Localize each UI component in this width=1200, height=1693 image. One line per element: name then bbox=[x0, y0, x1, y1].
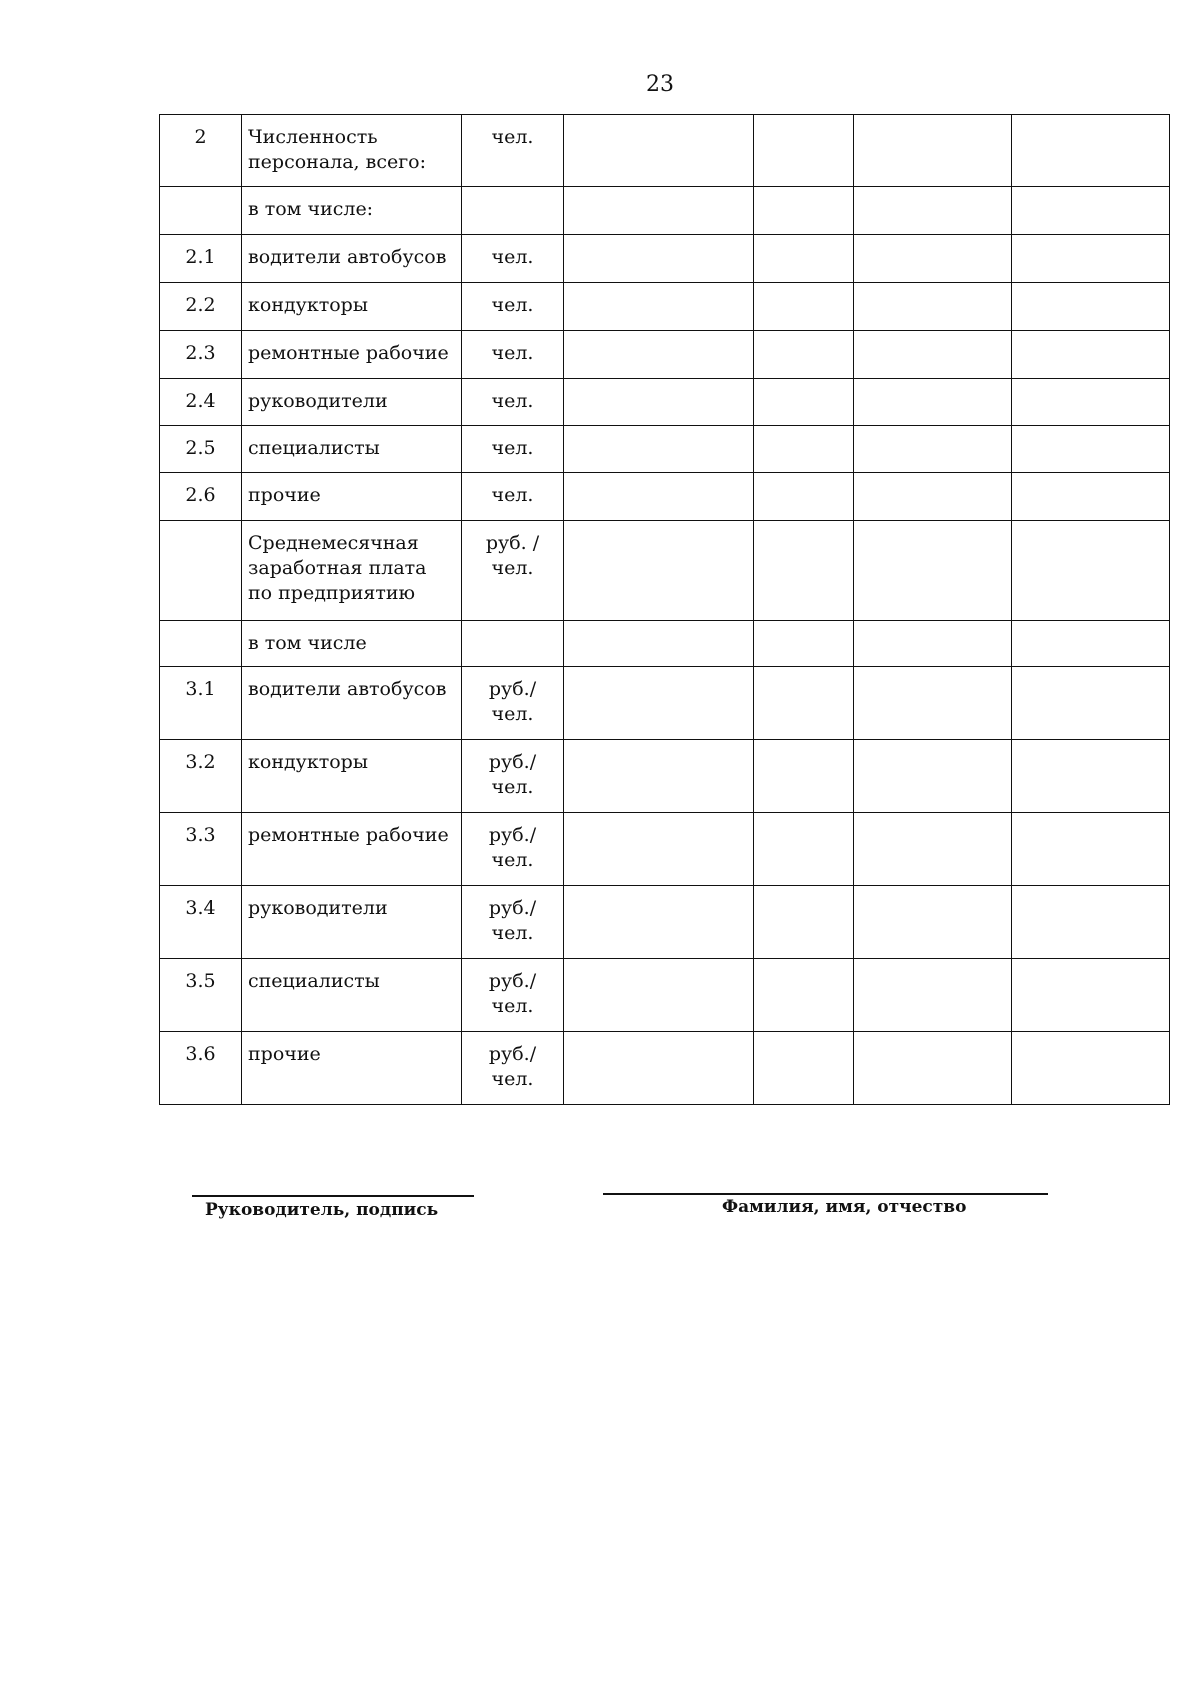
value-cell[interactable] bbox=[564, 473, 754, 521]
value-cell[interactable] bbox=[564, 426, 754, 473]
value-cell[interactable] bbox=[754, 331, 854, 379]
table-row bbox=[160, 1032, 1170, 1105]
row-unit: руб./ чел. bbox=[462, 813, 564, 886]
value-cell[interactable] bbox=[754, 886, 854, 959]
table-row bbox=[160, 379, 1170, 426]
row-unit: руб. /чел. bbox=[462, 521, 564, 621]
row-unit: чел. bbox=[462, 473, 564, 521]
row-name: кондукторы bbox=[242, 283, 462, 331]
row-name: специалисты bbox=[242, 959, 462, 1032]
row-number bbox=[160, 621, 242, 667]
row-name: прочие bbox=[242, 473, 462, 521]
value-cell[interactable] bbox=[854, 813, 1012, 886]
table-row bbox=[160, 521, 1170, 621]
row-unit: руб./ чел. bbox=[462, 1032, 564, 1105]
row-name: кондукторы bbox=[242, 740, 462, 813]
value-cell[interactable] bbox=[854, 283, 1012, 331]
row-unit: чел. bbox=[462, 283, 564, 331]
value-cell[interactable] bbox=[1012, 115, 1170, 187]
value-cell[interactable] bbox=[754, 187, 854, 235]
value-cell[interactable] bbox=[564, 331, 754, 379]
value-cell[interactable] bbox=[754, 1032, 854, 1105]
row-unit: руб./ чел. bbox=[462, 667, 564, 740]
row-name: ремонтные рабочие bbox=[242, 331, 462, 379]
table-row bbox=[160, 331, 1170, 379]
row-unit bbox=[462, 621, 564, 667]
value-cell[interactable] bbox=[754, 283, 854, 331]
value-cell[interactable] bbox=[564, 521, 754, 621]
value-cell[interactable] bbox=[754, 621, 854, 667]
signature-line-left bbox=[192, 1195, 474, 1197]
value-cell[interactable] bbox=[854, 379, 1012, 426]
value-cell[interactable] bbox=[854, 235, 1012, 283]
value-cell[interactable] bbox=[754, 426, 854, 473]
row-unit: чел. bbox=[462, 235, 564, 283]
value-cell[interactable] bbox=[854, 115, 1012, 187]
value-cell[interactable] bbox=[564, 1032, 754, 1105]
row-number: 3.1 bbox=[160, 667, 242, 740]
value-cell[interactable] bbox=[754, 667, 854, 740]
value-cell[interactable] bbox=[754, 379, 854, 426]
value-cell[interactable] bbox=[754, 813, 854, 886]
value-cell[interactable] bbox=[854, 473, 1012, 521]
value-cell[interactable] bbox=[1012, 740, 1170, 813]
row-unit: руб./ чел. bbox=[462, 959, 564, 1032]
value-cell[interactable] bbox=[754, 740, 854, 813]
table-row bbox=[160, 283, 1170, 331]
row-number: 2.6 bbox=[160, 473, 242, 521]
value-cell[interactable] bbox=[564, 959, 754, 1032]
value-cell[interactable] bbox=[1012, 886, 1170, 959]
row-number: 2.5 bbox=[160, 426, 242, 473]
value-cell[interactable] bbox=[564, 667, 754, 740]
row-name: водители автобусов bbox=[242, 667, 462, 740]
value-cell[interactable] bbox=[854, 621, 1012, 667]
page-number: 23 bbox=[646, 72, 674, 97]
table-row bbox=[160, 426, 1170, 473]
value-cell[interactable] bbox=[1012, 1032, 1170, 1105]
value-cell[interactable] bbox=[564, 813, 754, 886]
value-cell[interactable] bbox=[854, 886, 1012, 959]
value-cell[interactable] bbox=[854, 521, 1012, 621]
table-row bbox=[160, 886, 1170, 959]
row-number: 3.4 bbox=[160, 886, 242, 959]
row-name: Численность персонала, всего: bbox=[242, 115, 462, 187]
row-unit: чел. bbox=[462, 331, 564, 379]
value-cell[interactable] bbox=[854, 740, 1012, 813]
value-cell[interactable] bbox=[564, 115, 754, 187]
value-cell[interactable] bbox=[854, 959, 1012, 1032]
row-name: в том числе: bbox=[242, 187, 462, 235]
row-name: специалисты bbox=[242, 426, 462, 473]
value-cell[interactable] bbox=[1012, 521, 1170, 621]
row-unit: руб./ чел. bbox=[462, 886, 564, 959]
row-number: 3.2 bbox=[160, 740, 242, 813]
value-cell[interactable] bbox=[564, 740, 754, 813]
row-number: 2.3 bbox=[160, 331, 242, 379]
value-cell[interactable] bbox=[854, 667, 1012, 740]
row-name: в том числе bbox=[242, 621, 462, 667]
table-row bbox=[160, 621, 1170, 667]
value-cell[interactable] bbox=[564, 283, 754, 331]
row-name: руководители bbox=[242, 886, 462, 959]
value-cell[interactable] bbox=[854, 187, 1012, 235]
value-cell[interactable] bbox=[1012, 959, 1170, 1032]
value-cell[interactable] bbox=[754, 521, 854, 621]
value-cell[interactable] bbox=[854, 426, 1012, 473]
row-number bbox=[160, 521, 242, 621]
signature-label-left: Руководитель, подпись bbox=[205, 1200, 439, 1220]
table-row bbox=[160, 187, 1170, 235]
value-cell[interactable] bbox=[754, 115, 854, 187]
value-cell[interactable] bbox=[1012, 813, 1170, 886]
value-cell[interactable] bbox=[1012, 283, 1170, 331]
value-cell[interactable] bbox=[1012, 331, 1170, 379]
value-cell[interactable] bbox=[754, 959, 854, 1032]
row-name: Среднемесячная заработная плата по предприятию bbox=[242, 521, 462, 621]
value-cell[interactable] bbox=[564, 621, 754, 667]
value-cell[interactable] bbox=[1012, 667, 1170, 740]
value-cell[interactable] bbox=[1012, 621, 1170, 667]
value-cell[interactable] bbox=[1012, 379, 1170, 426]
table-row bbox=[160, 473, 1170, 521]
row-unit: чел. bbox=[462, 426, 564, 473]
row-number: 2.4 bbox=[160, 379, 242, 426]
row-unit: чел. bbox=[462, 115, 564, 187]
row-number: 3.3 bbox=[160, 813, 242, 886]
row-name: ремонтные рабочие bbox=[242, 813, 462, 886]
table-row bbox=[160, 813, 1170, 886]
row-unit: чел. bbox=[462, 379, 564, 426]
row-number: 2 bbox=[160, 115, 242, 187]
table-row bbox=[160, 740, 1170, 813]
value-cell[interactable] bbox=[854, 1032, 1012, 1105]
row-number: 2.2 bbox=[160, 283, 242, 331]
value-cell[interactable] bbox=[564, 886, 754, 959]
value-cell[interactable] bbox=[754, 235, 854, 283]
value-cell[interactable] bbox=[564, 187, 754, 235]
value-cell[interactable] bbox=[754, 473, 854, 521]
value-cell[interactable] bbox=[564, 379, 754, 426]
signature-label-right: Фамилия, имя, отчество bbox=[722, 1197, 967, 1217]
row-number bbox=[160, 187, 242, 235]
row-name: руководители bbox=[242, 379, 462, 426]
table-row bbox=[160, 235, 1170, 283]
table-row bbox=[160, 667, 1170, 740]
row-number: 3.6 bbox=[160, 1032, 242, 1105]
value-cell[interactable] bbox=[1012, 235, 1170, 283]
signature-line-right bbox=[603, 1193, 1048, 1195]
table-row bbox=[160, 115, 1170, 187]
value-cell[interactable] bbox=[854, 331, 1012, 379]
table-row bbox=[160, 959, 1170, 1032]
value-cell[interactable] bbox=[1012, 473, 1170, 521]
row-unit: руб./ чел. bbox=[462, 740, 564, 813]
row-name: водители автобусов bbox=[242, 235, 462, 283]
row-number: 2.1 bbox=[160, 235, 242, 283]
value-cell[interactable] bbox=[564, 235, 754, 283]
staff-table bbox=[159, 114, 1170, 1105]
row-number: 3.5 bbox=[160, 959, 242, 1032]
row-name: прочие bbox=[242, 1032, 462, 1105]
value-cell[interactable] bbox=[1012, 426, 1170, 473]
row-unit bbox=[462, 187, 564, 235]
value-cell[interactable] bbox=[1012, 187, 1170, 235]
